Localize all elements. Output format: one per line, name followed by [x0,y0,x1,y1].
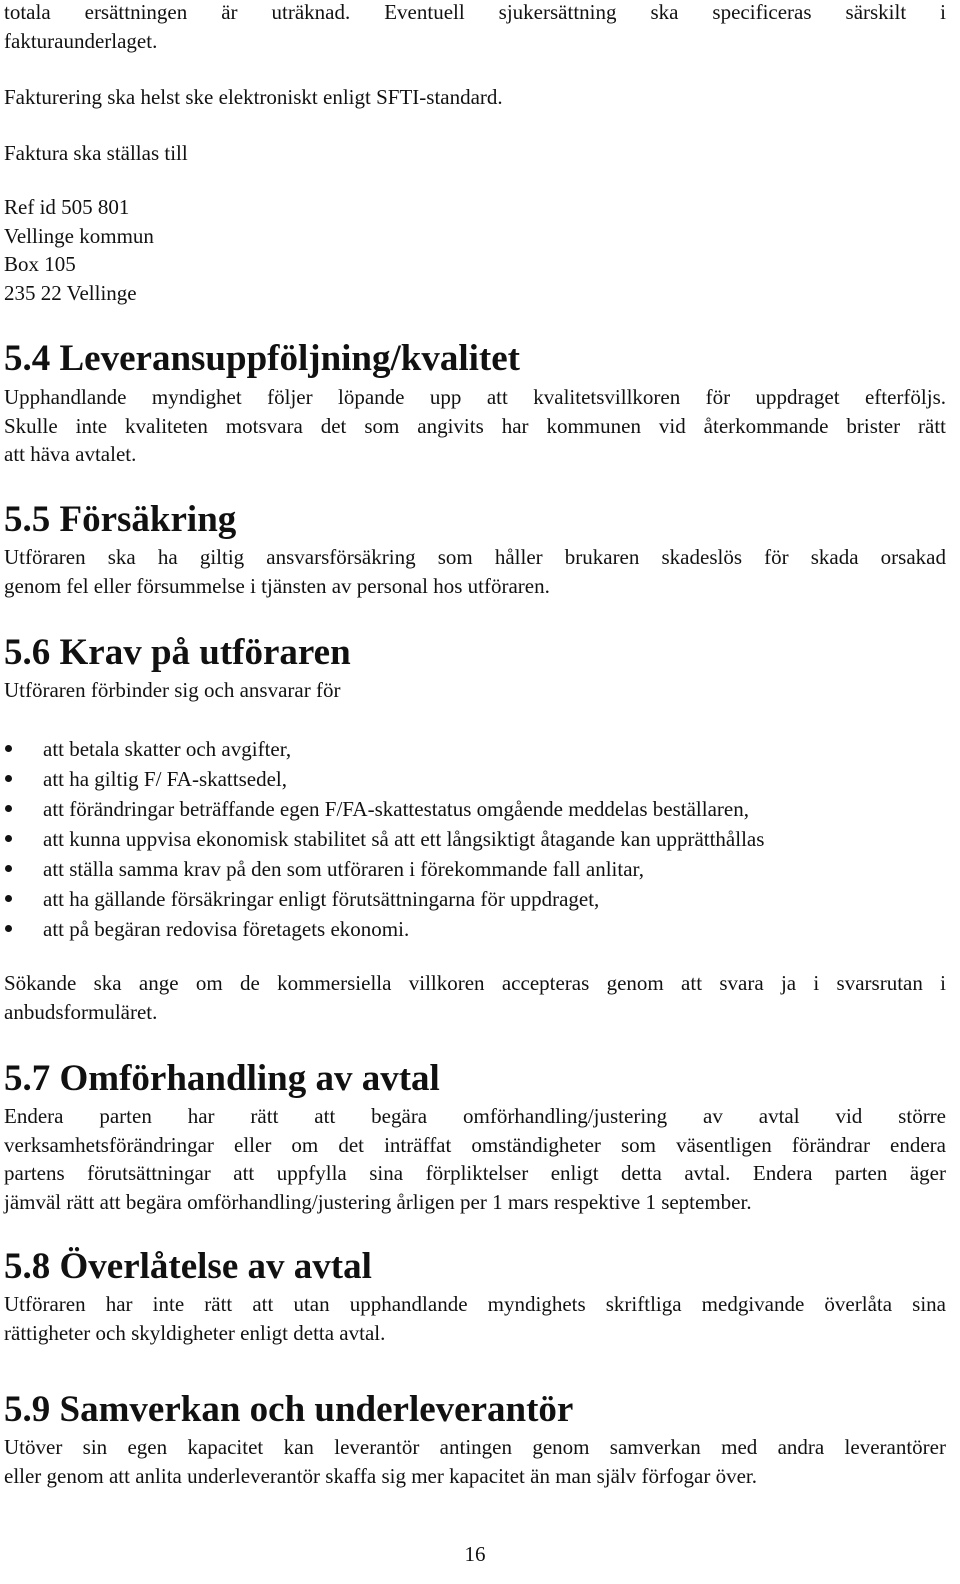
list-item: att förändringar beträffande egen F/FA-skattestatus omgående meddelas beställaren, [4,794,946,824]
intro-line-2: fakturaunderlaget. [4,28,158,53]
list-item: att kunna uppvisa ekonomisk stabilitet så att ett långsiktigt åtagande kan upprätthållas [4,824,946,854]
section-heading-5-9: 5.9 Samverkan och underleverantör [4,1389,574,1430]
list-item: att betala skatter och avgifter, [4,734,946,764]
section-heading-5-4: 5.4 Leveransuppföljning/kvalitet [4,338,520,379]
address-line: Box 105 [4,252,76,276]
paragraph-line: eller genom att anlita underleverantör skaffa sig mer kapacitet än man själv förfogar över. [4,1463,757,1488]
paragraph-line: verksamhetsförändringar eller om det inträffat omständigheter som väsentligen förändrar endera [4,1132,946,1157]
paragraph-line: jämväl rätt att begära omförhandling/justering årligen per 1 mars respektive 1 september. [4,1189,752,1214]
address-line: Ref id 505 801 [4,195,130,219]
paragraph-line: genom fel eller försummelse i tjänsten av personal hos utföraren. [4,573,550,598]
requirements-list [4,734,946,944]
section-heading-5-6: 5.6 Krav på utföraren [4,632,351,673]
address-line: 235 22 Vellinge [4,280,137,305]
paragraph-line: Utöver sin egen kapacitet kan leverantör antingen genom samverkan med andra leverantörer [4,1435,946,1459]
list-item: att ställa samma krav på den som utföraren i förekommande fall anlitar, [4,854,946,884]
intro-block [4,0,946,55]
paragraph-line: rättigheter och skyldigheter enligt detta avtal. [4,1320,386,1345]
section-outro-5-6 [4,969,946,1026]
paragraph-line: Utföraren har inte rätt att utan upphandlande myndighets skriftliga medgivande överlåta sina [4,1292,946,1316]
paragraph-line: Sökande ska ange om de kommersiella villkoren accepteras genom att svara ja i svarsrutan i [4,971,946,995]
paragraph-line: Endera parten har rätt att begära omförhandling/justering av avtal vid större [4,1104,946,1128]
address-line: Vellinge kommun [4,223,154,248]
section-body-5-9 [4,1433,946,1490]
list-item: att på begäran redovisa företagets ekonomi. [4,914,946,944]
section-body-5-7 [4,1102,946,1216]
section-heading-5-5: 5.5 Försäkring [4,499,237,540]
paragraph-line: Upphandlande myndighet följer löpande upp att kvalitetsvillkoren för uppdraget efterföljs. [4,385,946,409]
paragraph-line: att häva avtalet. [4,442,137,466]
list-item: att ha gällande försäkringar enligt förutsättningarna för uppdraget, [4,884,946,914]
paragraph-line: Skulle inte kvaliteten motsvara det som angivits har kommunen vid återkommande brister rätt [4,413,946,438]
address-block [4,193,154,307]
section-intro-5-6: Utföraren förbinder sig och ansvarar för [4,678,341,702]
section-heading-5-8: 5.8 Överlåtelse av avtal [4,1246,372,1287]
invoice-to-paragraph: Faktura ska ställas till [4,141,188,165]
section-body-5-4 [4,383,946,469]
paragraph-line: Utföraren ska ha giltig ansvarsförsäkring som håller brukaren skadeslös för skada orsakad [4,545,946,569]
intro-line-1: totala ersättningen är uträknad. Eventuell sjukersättning ska specificeras särskilt i [4,0,946,24]
list-item: att ha giltig F/ FA-skattsedel, [4,764,946,794]
paragraph-line: anbudsformuläret. [4,999,158,1024]
paragraph-line: partens förutsättningar att uppfylla sina förpliktelser enligt detta avtal. Endera parten äger [4,1161,946,1185]
page-number: 16 [464,1542,486,1566]
section-body-5-8 [4,1290,946,1347]
section-heading-5-7: 5.7 Omförhandling av avtal [4,1058,440,1099]
section-body-5-5 [4,543,946,600]
sfti-paragraph: Fakturering ska helst ske elektroniskt enligt SFTI-standard. [4,85,503,109]
